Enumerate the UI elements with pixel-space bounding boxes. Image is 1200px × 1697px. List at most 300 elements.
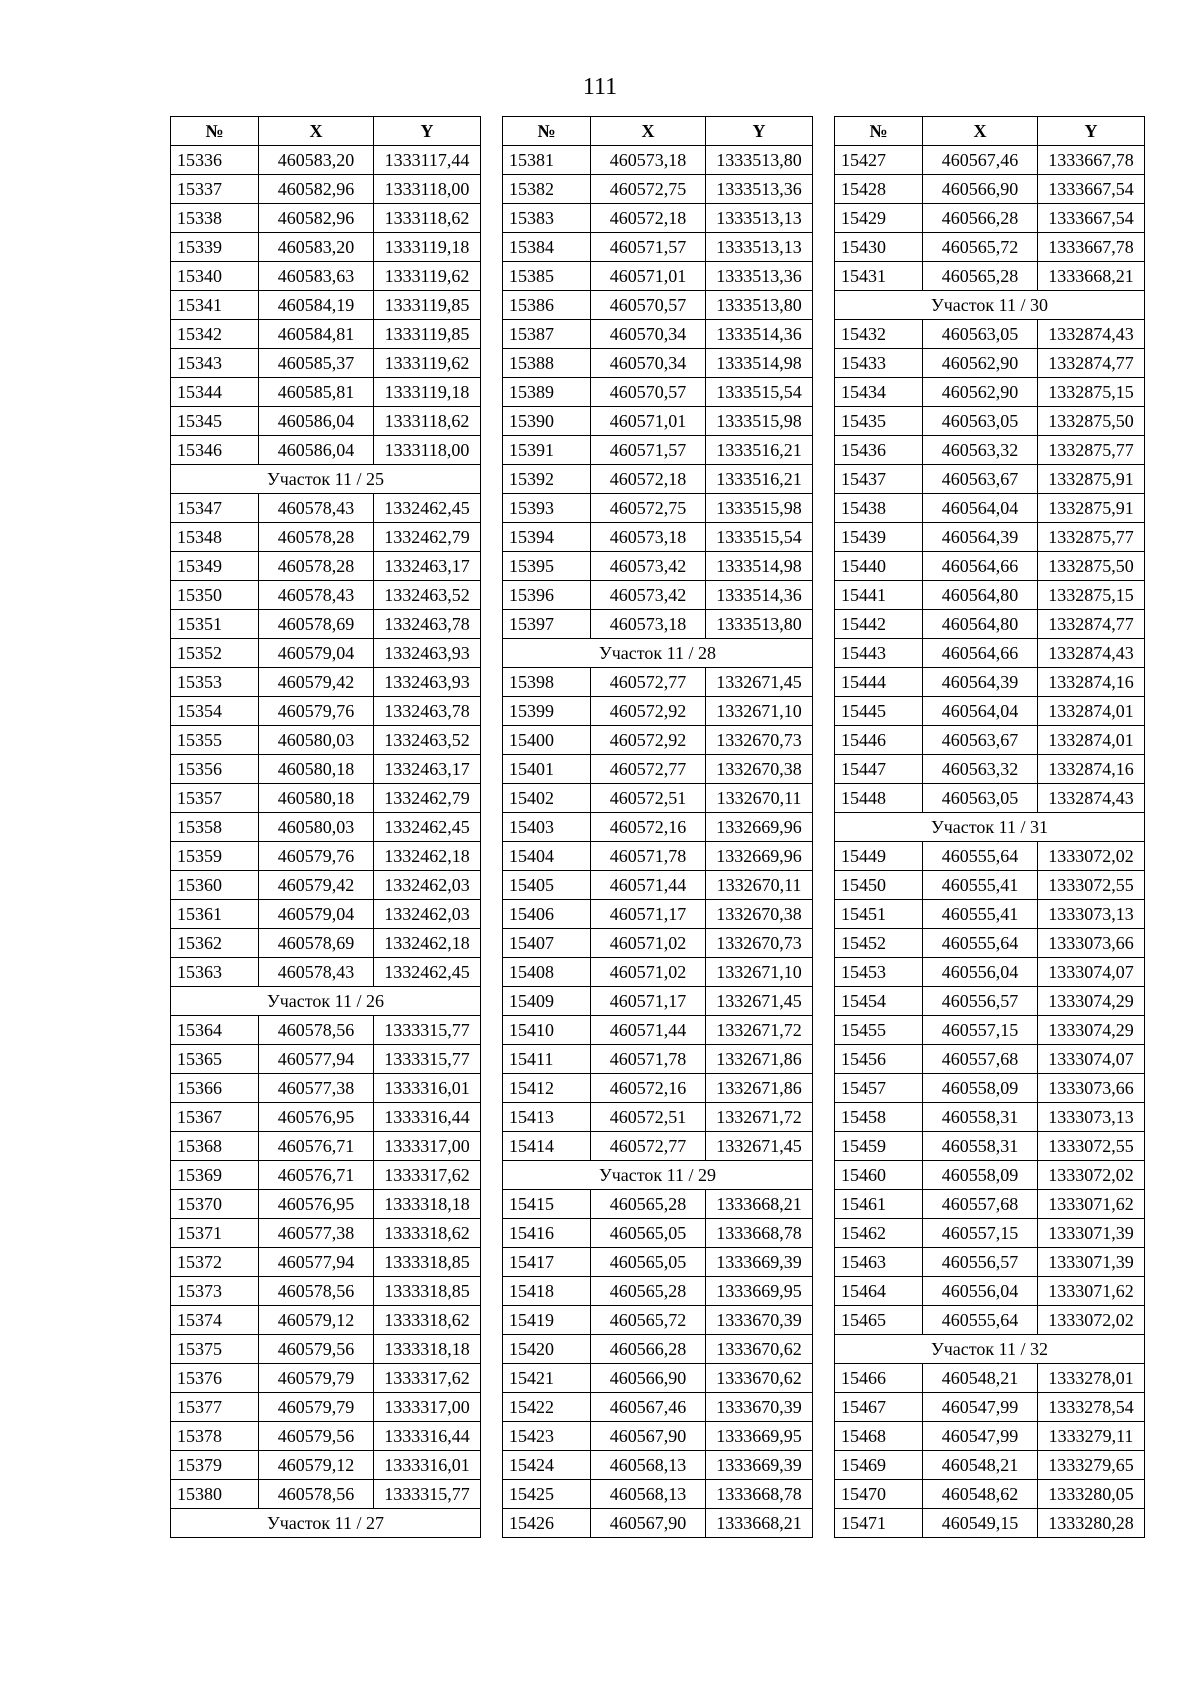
x-coordinate-cell: 460555,64 bbox=[923, 1306, 1038, 1335]
x-coordinate-cell: 460583,20 bbox=[259, 233, 374, 262]
y-coordinate-cell: 1332462,79 bbox=[374, 523, 481, 552]
y-coordinate-cell: 1333513,36 bbox=[706, 175, 813, 204]
y-coordinate-cell: 1333279,65 bbox=[1038, 1451, 1145, 1480]
point-number-cell: 15354 bbox=[171, 697, 259, 726]
point-number-cell: 15377 bbox=[171, 1393, 259, 1422]
table-row bbox=[835, 1016, 1145, 1045]
point-number-cell: 15378 bbox=[171, 1422, 259, 1451]
y-coordinate-cell: 1332671,72 bbox=[706, 1016, 813, 1045]
point-number-cell: 15337 bbox=[171, 175, 259, 204]
x-coordinate-cell: 460572,18 bbox=[591, 465, 706, 494]
y-coordinate-cell: 1332874,43 bbox=[1038, 320, 1145, 349]
table-row bbox=[171, 1074, 481, 1103]
x-coordinate-cell: 460572,18 bbox=[591, 204, 706, 233]
point-number-cell: 15340 bbox=[171, 262, 259, 291]
x-coordinate-cell: 460564,39 bbox=[923, 668, 1038, 697]
table-row bbox=[171, 1364, 481, 1393]
x-coordinate-cell: 460566,28 bbox=[923, 204, 1038, 233]
table-row bbox=[503, 929, 813, 958]
x-coordinate-cell: 460578,28 bbox=[259, 552, 374, 581]
y-coordinate-cell: 1333670,62 bbox=[706, 1364, 813, 1393]
header-y: Y bbox=[374, 117, 481, 146]
point-number-cell: 15390 bbox=[503, 407, 591, 436]
point-number-cell: 15429 bbox=[835, 204, 923, 233]
x-coordinate-cell: 460576,95 bbox=[259, 1190, 374, 1219]
y-coordinate-cell: 1332463,78 bbox=[374, 697, 481, 726]
table-row bbox=[503, 1277, 813, 1306]
point-number-cell: 15466 bbox=[835, 1364, 923, 1393]
y-coordinate-cell: 1332671,72 bbox=[706, 1103, 813, 1132]
x-coordinate-cell: 460578,43 bbox=[259, 494, 374, 523]
x-coordinate-cell: 460555,64 bbox=[923, 842, 1038, 871]
x-coordinate-cell: 460563,32 bbox=[923, 436, 1038, 465]
y-coordinate-cell: 1332875,91 bbox=[1038, 465, 1145, 494]
point-number-cell: 15355 bbox=[171, 726, 259, 755]
y-coordinate-cell: 1333118,00 bbox=[374, 175, 481, 204]
section-header-row bbox=[835, 1335, 1145, 1364]
point-number-cell: 15417 bbox=[503, 1248, 591, 1277]
y-coordinate-cell: 1333074,29 bbox=[1038, 987, 1145, 1016]
point-number-cell: 15410 bbox=[503, 1016, 591, 1045]
y-coordinate-cell: 1333318,18 bbox=[374, 1190, 481, 1219]
x-coordinate-cell: 460571,01 bbox=[591, 407, 706, 436]
x-coordinate-cell: 460548,62 bbox=[923, 1480, 1038, 1509]
point-number-cell: 15416 bbox=[503, 1219, 591, 1248]
table-row bbox=[171, 871, 481, 900]
point-number-cell: 15400 bbox=[503, 726, 591, 755]
table-row bbox=[503, 436, 813, 465]
section-header-row bbox=[171, 465, 481, 494]
point-number-cell: 15366 bbox=[171, 1074, 259, 1103]
y-coordinate-cell: 1333667,78 bbox=[1038, 233, 1145, 262]
x-coordinate-cell: 460558,09 bbox=[923, 1074, 1038, 1103]
table-row bbox=[503, 1074, 813, 1103]
y-coordinate-cell: 1332875,77 bbox=[1038, 523, 1145, 552]
y-coordinate-cell: 1333316,01 bbox=[374, 1451, 481, 1480]
table-row bbox=[503, 1103, 813, 1132]
table-row bbox=[503, 233, 813, 262]
y-coordinate-cell: 1332669,96 bbox=[706, 813, 813, 842]
table-row bbox=[503, 900, 813, 929]
y-coordinate-cell: 1332463,52 bbox=[374, 726, 481, 755]
y-coordinate-cell: 1333316,44 bbox=[374, 1103, 481, 1132]
section-header-row bbox=[835, 813, 1145, 842]
x-coordinate-cell: 460576,71 bbox=[259, 1132, 374, 1161]
point-number-cell: 15415 bbox=[503, 1190, 591, 1219]
y-coordinate-cell: 1333073,66 bbox=[1038, 1074, 1145, 1103]
y-coordinate-cell: 1333668,21 bbox=[1038, 262, 1145, 291]
point-number-cell: 15465 bbox=[835, 1306, 923, 1335]
table-row bbox=[171, 320, 481, 349]
y-coordinate-cell: 1332875,50 bbox=[1038, 407, 1145, 436]
table-row bbox=[835, 1306, 1145, 1335]
table-row bbox=[171, 436, 481, 465]
table-row bbox=[171, 1248, 481, 1277]
point-number-cell: 15373 bbox=[171, 1277, 259, 1306]
x-coordinate-cell: 460571,78 bbox=[591, 842, 706, 871]
x-coordinate-cell: 460572,51 bbox=[591, 784, 706, 813]
x-coordinate-cell: 460562,90 bbox=[923, 378, 1038, 407]
point-number-cell: 15423 bbox=[503, 1422, 591, 1451]
x-coordinate-cell: 460557,68 bbox=[923, 1190, 1038, 1219]
point-number-cell: 15346 bbox=[171, 436, 259, 465]
y-coordinate-cell: 1333670,62 bbox=[706, 1335, 813, 1364]
table-row bbox=[835, 1132, 1145, 1161]
y-coordinate-cell: 1332670,38 bbox=[706, 755, 813, 784]
table-row bbox=[503, 755, 813, 784]
y-coordinate-cell: 1333074,07 bbox=[1038, 1045, 1145, 1074]
x-coordinate-cell: 460571,02 bbox=[591, 929, 706, 958]
header-x: X bbox=[591, 117, 706, 146]
x-coordinate-cell: 460565,05 bbox=[591, 1248, 706, 1277]
y-coordinate-cell: 1332671,45 bbox=[706, 668, 813, 697]
x-coordinate-cell: 460563,05 bbox=[923, 320, 1038, 349]
table-row bbox=[835, 146, 1145, 175]
point-number-cell: 15365 bbox=[171, 1045, 259, 1074]
x-coordinate-cell: 460571,02 bbox=[591, 958, 706, 987]
x-coordinate-cell: 460571,44 bbox=[591, 871, 706, 900]
y-coordinate-cell: 1332670,73 bbox=[706, 929, 813, 958]
point-number-cell: 15391 bbox=[503, 436, 591, 465]
x-coordinate-cell: 460572,16 bbox=[591, 813, 706, 842]
table-row bbox=[171, 842, 481, 871]
x-coordinate-cell: 460582,96 bbox=[259, 175, 374, 204]
x-coordinate-cell: 460572,75 bbox=[591, 175, 706, 204]
x-coordinate-cell: 460572,92 bbox=[591, 697, 706, 726]
point-number-cell: 15460 bbox=[835, 1161, 923, 1190]
x-coordinate-cell: 460564,04 bbox=[923, 697, 1038, 726]
table-row bbox=[171, 378, 481, 407]
y-coordinate-cell: 1333074,07 bbox=[1038, 958, 1145, 987]
point-number-cell: 15342 bbox=[171, 320, 259, 349]
y-coordinate-cell: 1333072,02 bbox=[1038, 842, 1145, 871]
point-number-cell: 15347 bbox=[171, 494, 259, 523]
table-row bbox=[503, 523, 813, 552]
point-number-cell: 15467 bbox=[835, 1393, 923, 1422]
x-coordinate-cell: 460578,43 bbox=[259, 958, 374, 987]
point-number-cell: 15388 bbox=[503, 349, 591, 378]
x-coordinate-cell: 460562,90 bbox=[923, 349, 1038, 378]
table-row bbox=[171, 204, 481, 233]
point-number-cell: 15446 bbox=[835, 726, 923, 755]
y-coordinate-cell: 1333280,05 bbox=[1038, 1480, 1145, 1509]
y-coordinate-cell: 1333119,85 bbox=[374, 320, 481, 349]
point-number-cell: 15352 bbox=[171, 639, 259, 668]
y-coordinate-cell: 1333667,78 bbox=[1038, 146, 1145, 175]
x-coordinate-cell: 460567,46 bbox=[923, 146, 1038, 175]
x-coordinate-cell: 460580,18 bbox=[259, 755, 374, 784]
table-row bbox=[835, 465, 1145, 494]
table-row bbox=[171, 1190, 481, 1219]
section-label: Участок 11 / 30 bbox=[835, 291, 1145, 320]
y-coordinate-cell: 1333072,55 bbox=[1038, 1132, 1145, 1161]
point-number-cell: 15407 bbox=[503, 929, 591, 958]
point-number-cell: 15411 bbox=[503, 1045, 591, 1074]
point-number-cell: 15356 bbox=[171, 755, 259, 784]
x-coordinate-cell: 460568,13 bbox=[591, 1480, 706, 1509]
y-coordinate-cell: 1333515,54 bbox=[706, 378, 813, 407]
table-row bbox=[171, 1045, 481, 1074]
y-coordinate-cell: 1332874,43 bbox=[1038, 639, 1145, 668]
table-row bbox=[835, 378, 1145, 407]
x-coordinate-cell: 460586,04 bbox=[259, 436, 374, 465]
table-row bbox=[503, 407, 813, 436]
point-number-cell: 15468 bbox=[835, 1422, 923, 1451]
y-coordinate-cell: 1333073,13 bbox=[1038, 900, 1145, 929]
point-number-cell: 15394 bbox=[503, 523, 591, 552]
x-coordinate-cell: 460565,05 bbox=[591, 1219, 706, 1248]
x-coordinate-cell: 460572,77 bbox=[591, 668, 706, 697]
y-coordinate-cell: 1333118,00 bbox=[374, 436, 481, 465]
x-coordinate-cell: 460556,57 bbox=[923, 987, 1038, 1016]
x-coordinate-cell: 460580,18 bbox=[259, 784, 374, 813]
table-row bbox=[835, 1509, 1145, 1538]
point-number-cell: 15381 bbox=[503, 146, 591, 175]
table-row bbox=[171, 581, 481, 610]
table-row bbox=[835, 842, 1145, 871]
table-row bbox=[835, 1074, 1145, 1103]
table-row bbox=[835, 262, 1145, 291]
table-row bbox=[835, 1219, 1145, 1248]
point-number-cell: 15458 bbox=[835, 1103, 923, 1132]
x-coordinate-cell: 460583,63 bbox=[259, 262, 374, 291]
point-number-cell: 15413 bbox=[503, 1103, 591, 1132]
x-coordinate-cell: 460577,94 bbox=[259, 1248, 374, 1277]
point-number-cell: 15368 bbox=[171, 1132, 259, 1161]
point-number-cell: 15385 bbox=[503, 262, 591, 291]
table-row bbox=[835, 204, 1145, 233]
table-row bbox=[503, 1451, 813, 1480]
x-coordinate-cell: 460567,90 bbox=[591, 1422, 706, 1451]
y-coordinate-cell: 1332462,03 bbox=[374, 900, 481, 929]
y-coordinate-cell: 1333074,29 bbox=[1038, 1016, 1145, 1045]
y-coordinate-cell: 1333317,62 bbox=[374, 1364, 481, 1393]
table-row bbox=[171, 1132, 481, 1161]
y-coordinate-cell: 1333317,00 bbox=[374, 1132, 481, 1161]
y-coordinate-cell: 1332462,18 bbox=[374, 929, 481, 958]
point-number-cell: 15343 bbox=[171, 349, 259, 378]
table-row bbox=[835, 900, 1145, 929]
x-coordinate-cell: 460572,75 bbox=[591, 494, 706, 523]
table-row bbox=[835, 1393, 1145, 1422]
table-header-row bbox=[171, 117, 481, 146]
table-row bbox=[835, 1103, 1145, 1132]
point-number-cell: 15470 bbox=[835, 1480, 923, 1509]
y-coordinate-cell: 1333315,77 bbox=[374, 1016, 481, 1045]
y-coordinate-cell: 1332463,78 bbox=[374, 610, 481, 639]
table-row bbox=[835, 1161, 1145, 1190]
x-coordinate-cell: 460579,04 bbox=[259, 639, 374, 668]
y-coordinate-cell: 1332462,45 bbox=[374, 958, 481, 987]
point-number-cell: 15397 bbox=[503, 610, 591, 639]
point-number-cell: 15422 bbox=[503, 1393, 591, 1422]
table-row bbox=[171, 726, 481, 755]
point-number-cell: 15449 bbox=[835, 842, 923, 871]
table-row bbox=[171, 1277, 481, 1306]
point-number-cell: 15421 bbox=[503, 1364, 591, 1393]
y-coordinate-cell: 1332874,77 bbox=[1038, 610, 1145, 639]
x-coordinate-cell: 460555,64 bbox=[923, 929, 1038, 958]
y-coordinate-cell: 1333073,13 bbox=[1038, 1103, 1145, 1132]
point-number-cell: 15425 bbox=[503, 1480, 591, 1509]
table-row bbox=[503, 1045, 813, 1074]
point-number-cell: 15434 bbox=[835, 378, 923, 407]
point-number-cell: 15401 bbox=[503, 755, 591, 784]
point-number-cell: 15437 bbox=[835, 465, 923, 494]
table-row bbox=[171, 1480, 481, 1509]
x-coordinate-cell: 460547,99 bbox=[923, 1422, 1038, 1451]
header-x: X bbox=[923, 117, 1038, 146]
table-row bbox=[171, 494, 481, 523]
point-number-cell: 15363 bbox=[171, 958, 259, 987]
y-coordinate-cell: 1333515,98 bbox=[706, 494, 813, 523]
point-number-cell: 15459 bbox=[835, 1132, 923, 1161]
point-number-cell: 15384 bbox=[503, 233, 591, 262]
y-coordinate-cell: 1332875,91 bbox=[1038, 494, 1145, 523]
section-label: Участок 11 / 26 bbox=[171, 987, 481, 1016]
point-number-cell: 15430 bbox=[835, 233, 923, 262]
table-row bbox=[503, 320, 813, 349]
section-header-row bbox=[171, 1509, 481, 1538]
y-coordinate-cell: 1332670,11 bbox=[706, 784, 813, 813]
table-row bbox=[503, 1422, 813, 1451]
x-coordinate-cell: 460579,12 bbox=[259, 1451, 374, 1480]
y-coordinate-cell: 1333669,95 bbox=[706, 1422, 813, 1451]
table-row bbox=[503, 465, 813, 494]
x-coordinate-cell: 460580,03 bbox=[259, 726, 374, 755]
table-row bbox=[171, 1161, 481, 1190]
point-number-cell: 15341 bbox=[171, 291, 259, 320]
y-coordinate-cell: 1333318,62 bbox=[374, 1306, 481, 1335]
x-coordinate-cell: 460571,57 bbox=[591, 233, 706, 262]
point-number-cell: 15387 bbox=[503, 320, 591, 349]
x-coordinate-cell: 460578,69 bbox=[259, 610, 374, 639]
y-coordinate-cell: 1333071,62 bbox=[1038, 1190, 1145, 1219]
table-row bbox=[835, 1277, 1145, 1306]
y-coordinate-cell: 1332669,96 bbox=[706, 842, 813, 871]
y-coordinate-cell: 1333513,80 bbox=[706, 610, 813, 639]
table-row bbox=[503, 349, 813, 378]
table-row bbox=[503, 1480, 813, 1509]
point-number-cell: 15439 bbox=[835, 523, 923, 552]
point-number-cell: 15452 bbox=[835, 929, 923, 958]
y-coordinate-cell: 1333668,78 bbox=[706, 1480, 813, 1509]
table-row bbox=[835, 958, 1145, 987]
table-row bbox=[171, 523, 481, 552]
point-number-cell: 15336 bbox=[171, 146, 259, 175]
x-coordinate-cell: 460585,37 bbox=[259, 349, 374, 378]
point-number-cell: 15435 bbox=[835, 407, 923, 436]
y-coordinate-cell: 1333317,62 bbox=[374, 1161, 481, 1190]
point-number-cell: 15433 bbox=[835, 349, 923, 378]
point-number-cell: 15442 bbox=[835, 610, 923, 639]
x-coordinate-cell: 460566,90 bbox=[923, 175, 1038, 204]
y-coordinate-cell: 1332463,17 bbox=[374, 755, 481, 784]
x-coordinate-cell: 460563,05 bbox=[923, 407, 1038, 436]
y-coordinate-cell: 1333669,95 bbox=[706, 1277, 813, 1306]
point-number-cell: 15371 bbox=[171, 1219, 259, 1248]
point-number-cell: 15361 bbox=[171, 900, 259, 929]
x-coordinate-cell: 460573,42 bbox=[591, 581, 706, 610]
section-label: Участок 11 / 32 bbox=[835, 1335, 1145, 1364]
y-coordinate-cell: 1333119,62 bbox=[374, 262, 481, 291]
table-row bbox=[835, 1480, 1145, 1509]
y-coordinate-cell: 1333668,21 bbox=[706, 1509, 813, 1538]
x-coordinate-cell: 460566,90 bbox=[591, 1364, 706, 1393]
x-coordinate-cell: 460558,09 bbox=[923, 1161, 1038, 1190]
table-row bbox=[503, 1248, 813, 1277]
x-coordinate-cell: 460578,69 bbox=[259, 929, 374, 958]
point-number-cell: 15367 bbox=[171, 1103, 259, 1132]
table-row bbox=[835, 320, 1145, 349]
table-row bbox=[503, 697, 813, 726]
y-coordinate-cell: 1332875,15 bbox=[1038, 581, 1145, 610]
x-coordinate-cell: 460564,04 bbox=[923, 494, 1038, 523]
y-coordinate-cell: 1333669,39 bbox=[706, 1248, 813, 1277]
x-coordinate-cell: 460556,57 bbox=[923, 1248, 1038, 1277]
point-number-cell: 15380 bbox=[171, 1480, 259, 1509]
point-number-cell: 15440 bbox=[835, 552, 923, 581]
y-coordinate-cell: 1332462,18 bbox=[374, 842, 481, 871]
x-coordinate-cell: 460556,04 bbox=[923, 958, 1038, 987]
point-number-cell: 15441 bbox=[835, 581, 923, 610]
table-row bbox=[835, 726, 1145, 755]
x-coordinate-cell: 460571,17 bbox=[591, 987, 706, 1016]
y-coordinate-cell: 1332463,52 bbox=[374, 581, 481, 610]
x-coordinate-cell: 460579,42 bbox=[259, 871, 374, 900]
x-coordinate-cell: 460578,43 bbox=[259, 581, 374, 610]
point-number-cell: 15450 bbox=[835, 871, 923, 900]
x-coordinate-cell: 460584,19 bbox=[259, 291, 374, 320]
table-row bbox=[835, 494, 1145, 523]
x-coordinate-cell: 460563,32 bbox=[923, 755, 1038, 784]
section-header-row bbox=[503, 639, 813, 668]
x-coordinate-cell: 460571,01 bbox=[591, 262, 706, 291]
y-coordinate-cell: 1333513,36 bbox=[706, 262, 813, 291]
x-coordinate-cell: 460557,15 bbox=[923, 1016, 1038, 1045]
table-header-row bbox=[835, 117, 1145, 146]
x-coordinate-cell: 460580,03 bbox=[259, 813, 374, 842]
x-coordinate-cell: 460579,04 bbox=[259, 900, 374, 929]
y-coordinate-cell: 1332463,93 bbox=[374, 668, 481, 697]
table-row bbox=[835, 1422, 1145, 1451]
coordinates-table-right bbox=[834, 116, 1145, 1538]
y-coordinate-cell: 1333515,54 bbox=[706, 523, 813, 552]
point-number-cell: 15379 bbox=[171, 1451, 259, 1480]
y-coordinate-cell: 1333668,78 bbox=[706, 1219, 813, 1248]
table-row bbox=[503, 1509, 813, 1538]
x-coordinate-cell: 460557,68 bbox=[923, 1045, 1038, 1074]
y-coordinate-cell: 1333071,39 bbox=[1038, 1219, 1145, 1248]
y-coordinate-cell: 1333119,18 bbox=[374, 378, 481, 407]
y-coordinate-cell: 1333513,13 bbox=[706, 233, 813, 262]
y-coordinate-cell: 1333072,55 bbox=[1038, 871, 1145, 900]
x-coordinate-cell: 460579,56 bbox=[259, 1422, 374, 1451]
x-coordinate-cell: 460572,16 bbox=[591, 1074, 706, 1103]
y-coordinate-cell: 1333516,21 bbox=[706, 465, 813, 494]
point-number-cell: 15350 bbox=[171, 581, 259, 610]
table-row bbox=[503, 610, 813, 639]
point-number-cell: 15463 bbox=[835, 1248, 923, 1277]
point-number-cell: 15349 bbox=[171, 552, 259, 581]
point-number-cell: 15455 bbox=[835, 1016, 923, 1045]
point-number-cell: 15396 bbox=[503, 581, 591, 610]
table-row bbox=[835, 1190, 1145, 1219]
table-row bbox=[171, 900, 481, 929]
table-row bbox=[171, 407, 481, 436]
table-row bbox=[503, 987, 813, 1016]
table-row bbox=[503, 842, 813, 871]
